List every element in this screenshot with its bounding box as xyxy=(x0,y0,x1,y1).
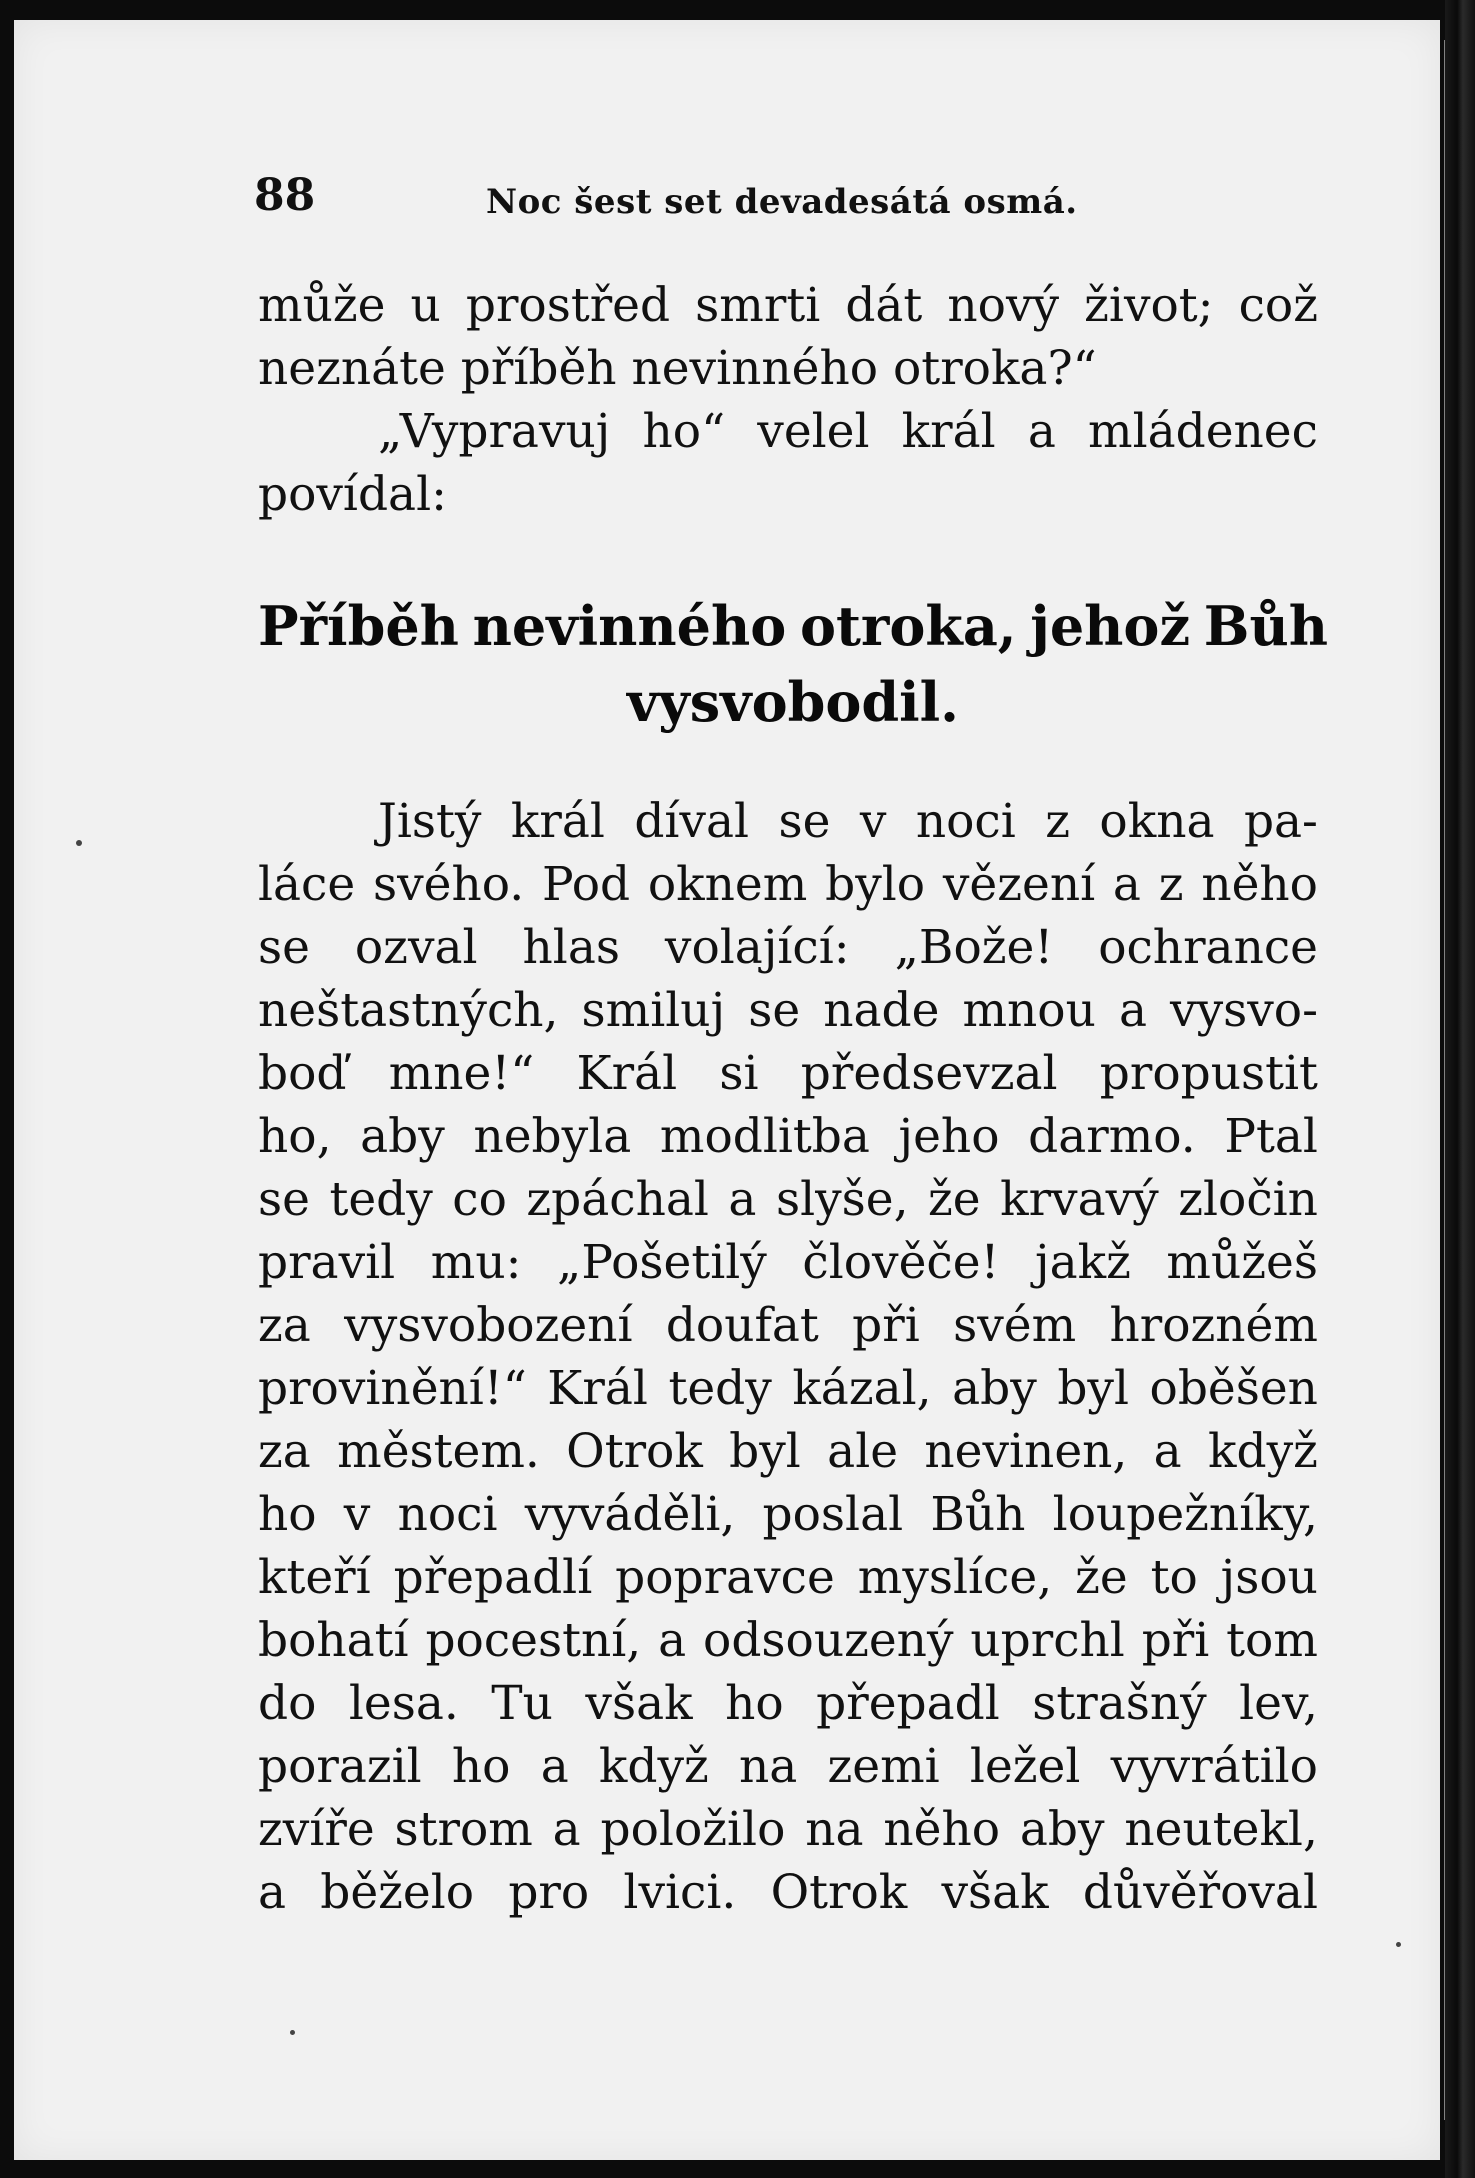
book-page xyxy=(14,20,1440,2160)
word: jeho xyxy=(898,1109,1000,1164)
word: aby xyxy=(360,1109,445,1164)
word: neštastných, xyxy=(258,983,559,1038)
word: oběšen xyxy=(1149,1361,1318,1416)
word: za xyxy=(258,1424,311,1479)
word: ho, xyxy=(258,1109,332,1164)
body-paragraph xyxy=(258,790,1318,1924)
word: běželo xyxy=(320,1865,475,1920)
text-line xyxy=(258,400,1318,463)
word: se xyxy=(258,1172,310,1227)
text-line xyxy=(258,1357,1318,1420)
word: noci xyxy=(915,794,1016,849)
text-line xyxy=(258,1546,1318,1609)
word: vězení xyxy=(942,857,1096,912)
word: strom xyxy=(394,1802,533,1857)
word: předsevzal xyxy=(800,1046,1058,1101)
word: však xyxy=(941,1865,1049,1920)
word: vyvrátilo xyxy=(1110,1739,1318,1794)
word: byl xyxy=(1057,1361,1129,1416)
word: však xyxy=(585,1676,693,1731)
word: se xyxy=(778,794,831,849)
running-head: Noc šest set devadesátá osmá. xyxy=(486,182,1078,222)
word: smrti xyxy=(695,278,821,333)
word: ozval xyxy=(354,920,478,975)
word: pro xyxy=(508,1865,590,1920)
word: provinění!“ xyxy=(258,1361,527,1416)
word: něho xyxy=(1201,857,1318,912)
word: a xyxy=(1027,404,1056,459)
word: se xyxy=(748,983,801,1038)
word: ho xyxy=(451,1739,511,1794)
word: lev, xyxy=(1239,1676,1318,1731)
word: že xyxy=(928,1172,981,1227)
text-line: povídal: xyxy=(258,467,447,522)
word: a xyxy=(658,1613,687,1668)
word: hlas xyxy=(522,920,620,975)
word: pa- xyxy=(1243,794,1318,849)
word: lvici. xyxy=(623,1865,737,1920)
word: okna xyxy=(1099,794,1215,849)
word: na xyxy=(739,1739,798,1794)
word: loupežníky, xyxy=(1052,1487,1318,1542)
word: uprchl xyxy=(970,1613,1125,1668)
word: Příběh xyxy=(258,594,459,658)
word: slyše, xyxy=(775,1172,909,1227)
word: tom xyxy=(1226,1613,1318,1668)
word: otroka, xyxy=(799,594,1017,658)
word: pravil xyxy=(258,1235,396,1290)
text-line xyxy=(258,1609,1318,1672)
word: jehož xyxy=(1030,594,1191,658)
word: můžeš xyxy=(1166,1235,1318,1290)
word: „Bože! xyxy=(894,920,1054,975)
chapter-title-line xyxy=(258,588,1328,664)
word: modlitba xyxy=(659,1109,870,1164)
word: byl xyxy=(729,1424,801,1479)
word: mládenec xyxy=(1088,404,1318,459)
word: a xyxy=(1112,857,1141,912)
word: doufat xyxy=(665,1298,819,1353)
word: Otrok xyxy=(566,1424,703,1479)
word: propustit xyxy=(1099,1046,1318,1101)
word: si xyxy=(719,1046,759,1101)
word: Tu xyxy=(491,1676,553,1731)
word: poslal xyxy=(762,1487,904,1542)
word: nebyla xyxy=(473,1109,632,1164)
word: neutekl, xyxy=(1124,1802,1318,1857)
word: když xyxy=(598,1739,709,1794)
word: vyváděli, xyxy=(524,1487,736,1542)
word: kteří xyxy=(258,1550,371,1605)
word: aby xyxy=(1019,1802,1105,1857)
word: Bůh xyxy=(930,1487,1026,1542)
word: ochrance xyxy=(1098,920,1318,975)
word: vysvo- xyxy=(1170,983,1318,1038)
word: nade xyxy=(823,983,940,1038)
word: volající: xyxy=(664,920,850,975)
word: z xyxy=(1045,794,1070,849)
word: když xyxy=(1208,1424,1318,1479)
word: ale xyxy=(827,1424,899,1479)
word: smiluj xyxy=(581,983,726,1038)
word: nevinen, xyxy=(924,1424,1128,1479)
word: lesa. xyxy=(348,1676,459,1731)
word: život; xyxy=(1084,278,1214,333)
word: u xyxy=(410,278,441,333)
word: tedy xyxy=(329,1172,433,1227)
word: a xyxy=(1153,1424,1182,1479)
text-line xyxy=(258,1042,1318,1105)
word: oknem xyxy=(647,857,808,912)
word: důvěřoval xyxy=(1082,1865,1318,1920)
word: bohatí xyxy=(258,1613,409,1668)
word: král xyxy=(901,404,996,459)
word: odsouzený xyxy=(703,1613,954,1668)
word: prostřed xyxy=(465,278,671,333)
word: dát xyxy=(845,278,923,333)
word: Ptal xyxy=(1224,1109,1318,1164)
word: král xyxy=(510,794,605,849)
word: Král xyxy=(547,1361,648,1416)
word: což xyxy=(1238,278,1318,333)
word: svém xyxy=(953,1298,1077,1353)
binding-edge xyxy=(1445,0,1475,2178)
word: Jistý xyxy=(378,794,482,849)
word: jsou xyxy=(1220,1550,1318,1605)
word: kázal, xyxy=(792,1361,932,1416)
print-speck xyxy=(1396,1942,1401,1947)
word: městem. xyxy=(337,1424,540,1479)
word: hrozném xyxy=(1109,1298,1318,1353)
word: může xyxy=(258,278,386,333)
word: něho xyxy=(883,1802,1001,1857)
word: bylo xyxy=(825,857,926,912)
word: zvíře xyxy=(258,1802,375,1857)
word: zločin xyxy=(1178,1172,1318,1227)
word: nový xyxy=(947,278,1060,333)
text-line xyxy=(258,1861,1318,1924)
word: do xyxy=(258,1676,317,1731)
text-line xyxy=(258,1483,1318,1546)
word: boď xyxy=(258,1046,347,1101)
word: pocestní, xyxy=(425,1613,642,1668)
word: člověče! xyxy=(802,1235,1000,1290)
word: to xyxy=(1150,1550,1198,1605)
text-line xyxy=(258,916,1318,979)
word: „Pošetilý xyxy=(557,1235,767,1290)
word: krvavý xyxy=(1000,1172,1159,1227)
print-speck xyxy=(76,840,82,846)
text-line xyxy=(258,853,1318,916)
word: „Vypravuj xyxy=(378,404,611,459)
word: zemi xyxy=(827,1739,940,1794)
word: popravce xyxy=(615,1550,835,1605)
word: zpáchal xyxy=(526,1172,709,1227)
text-line xyxy=(258,790,1318,853)
word: velel xyxy=(757,404,870,459)
word: vysvobození xyxy=(344,1298,633,1353)
page-number: 88 xyxy=(254,170,316,221)
word: ležel xyxy=(969,1739,1081,1794)
word: svého. xyxy=(373,857,525,912)
text-line xyxy=(258,979,1318,1042)
intro-paragraph xyxy=(258,274,1318,526)
word: při xyxy=(852,1298,920,1353)
word: mne!“ xyxy=(388,1046,535,1101)
word: mu: xyxy=(430,1235,522,1290)
word: aby xyxy=(952,1361,1037,1416)
word: Král xyxy=(576,1046,678,1101)
word: a xyxy=(258,1865,287,1920)
chapter-title-line: vysvobodil. xyxy=(627,670,959,734)
word: na xyxy=(805,1802,864,1857)
word: Otrok xyxy=(770,1865,908,1920)
text-line xyxy=(258,1798,1318,1861)
word: co xyxy=(452,1172,507,1227)
word: a xyxy=(552,1802,581,1857)
word: že xyxy=(1075,1550,1128,1605)
word: ho“ xyxy=(642,404,726,459)
word: a xyxy=(728,1172,757,1227)
word: tedy xyxy=(668,1361,772,1416)
word: strašný xyxy=(1032,1676,1207,1731)
word: se xyxy=(258,920,310,975)
word: noci xyxy=(397,1487,498,1542)
word: a xyxy=(1118,983,1147,1038)
word: mnou xyxy=(962,983,1096,1038)
text-line xyxy=(258,1294,1318,1357)
text-line xyxy=(258,1105,1318,1168)
text-line xyxy=(258,1420,1318,1483)
text-line xyxy=(258,1168,1318,1231)
word: přepadl xyxy=(816,1676,1000,1731)
text-line xyxy=(258,1231,1318,1294)
word: Pod xyxy=(541,857,631,912)
word: za xyxy=(258,1298,311,1353)
word: díval xyxy=(634,794,750,849)
word: položilo xyxy=(600,1802,786,1857)
word: a xyxy=(540,1739,569,1794)
word: v xyxy=(859,794,887,849)
page-header xyxy=(254,170,1254,240)
word: porazil xyxy=(258,1739,422,1794)
text-line xyxy=(258,1735,1318,1798)
text-line: neznáte příběh nevinného otroka?“ xyxy=(258,341,1097,396)
text-line xyxy=(258,1672,1318,1735)
word: Bůh xyxy=(1203,594,1328,658)
word: při xyxy=(1141,1613,1210,1668)
word: přepadlí xyxy=(393,1550,593,1605)
word: darmo. xyxy=(1028,1109,1196,1164)
chapter-title xyxy=(258,588,1328,740)
text-line xyxy=(258,274,1318,337)
word: ho xyxy=(725,1676,784,1731)
word: v xyxy=(343,1487,371,1542)
word: ho xyxy=(258,1487,317,1542)
word: láce xyxy=(258,857,356,912)
print-speck xyxy=(290,2030,295,2035)
word: z xyxy=(1158,857,1184,912)
word: nevinného xyxy=(472,594,787,658)
word: jakž xyxy=(1035,1235,1131,1290)
word: myslíce, xyxy=(857,1550,1053,1605)
